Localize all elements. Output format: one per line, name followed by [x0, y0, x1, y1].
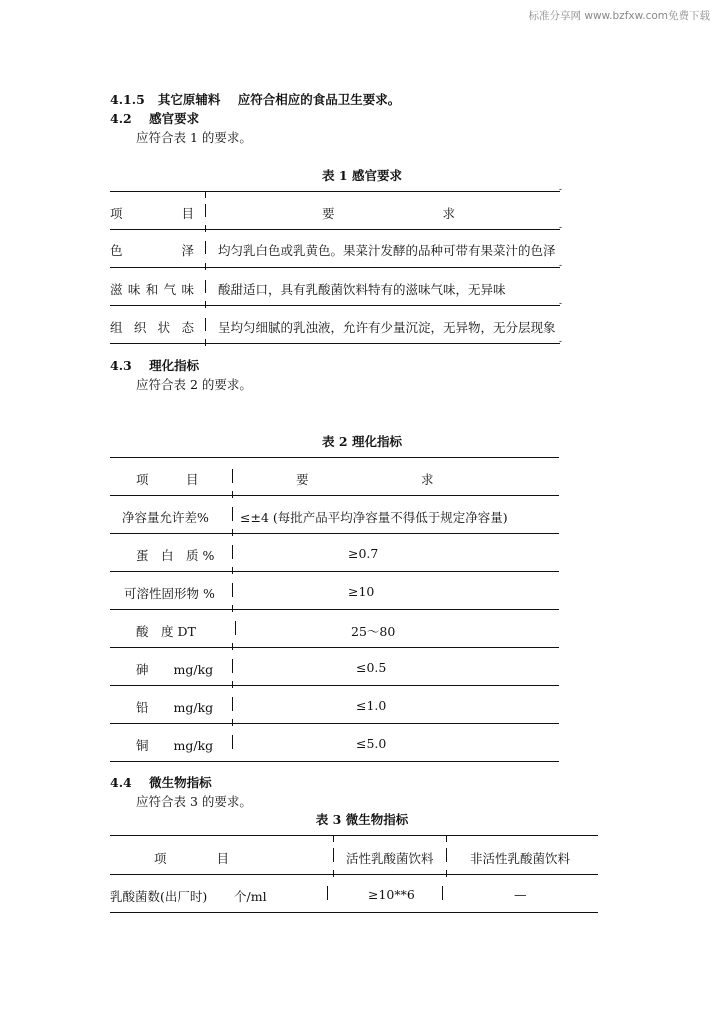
table3-title: 表 3 微生物指标 [315, 812, 409, 827]
table3-row-inactive: — [514, 887, 527, 902]
section-title: 感官要求 [149, 111, 200, 126]
section-4-3-heading [110, 356, 199, 374]
table3-header-inactive: 非活性乳酸菌饮料 [470, 851, 571, 866]
table2-row-req: ≥0.7 [348, 546, 379, 561]
section-number: 4.1.5 [110, 92, 145, 107]
table3-row-active: ≥10**6 [368, 887, 415, 902]
table3-row-item: 乳酸菌数(出厂时) [110, 889, 208, 904]
section-4-1-5 [110, 90, 400, 108]
table3-header-active: 活性乳酸菌饮料 [346, 851, 434, 866]
table3-header-item: 项 目 [154, 851, 230, 866]
table2-row-req: ≤5.0 [356, 736, 387, 751]
table2-row-item: 铜 mg/kg [136, 738, 214, 753]
table2-row-item: 铅 mg/kg [136, 700, 214, 715]
table1-row-item: 组 织 状 态 [110, 320, 194, 335]
section-4-2-heading [110, 109, 199, 127]
section-number: 4.4 [110, 775, 132, 790]
section-title: 微生物指标 [149, 775, 212, 790]
table1-row-item: 滋 味 和 气 味 [110, 282, 194, 297]
table2-row-req: ≥10 [348, 584, 375, 599]
table2-header-req: 要 求 [296, 472, 434, 487]
table1-title: 表 1 感官要求 [322, 168, 402, 183]
table2-row-item: 可溶性固形物 % [124, 586, 215, 601]
table2-row-req: ≤1.0 [356, 698, 387, 713]
table2-row-item: 砷 mg/kg [136, 662, 214, 677]
section-number: 4.2 [110, 111, 132, 126]
table1-row-req: 均匀乳白色或乳黄色。果菜汁发酵的品种可带有果菜汁的色泽 [218, 243, 556, 258]
table1-header-item: 项 目 [110, 206, 194, 221]
table2-row-req: 25～80 [351, 624, 396, 639]
table2-row-item: 蛋 白 质 % [136, 548, 215, 563]
table1-row-req: 呈均匀细腻的乳浊液，允许有少量沉淀，无异物，无分层现象 [218, 320, 556, 335]
section-title: 理化指标 [149, 358, 200, 373]
watermark: 标准分享网 www.bzfxw.com免费下载 [528, 10, 710, 22]
table1-row-item: 色 泽 [110, 243, 194, 258]
section-4-4-heading [110, 773, 212, 791]
table2-row-req: ≤0.5 [356, 660, 387, 675]
section-4-3-text: 应符合表 2 的要求。 [136, 377, 252, 392]
section-4-4-text: 应符合表 3 的要求。 [136, 794, 252, 809]
section-name: 其它原辅料 [157, 92, 221, 107]
table1-header-req: 要 求 [322, 206, 455, 221]
table2-header-item: 项 目 [136, 472, 199, 487]
table2-row-req: ≤±4 (每批产品平均净容量不得低于规定净容量) [240, 510, 508, 525]
table2-row-item: 酸 度 DT [136, 624, 196, 639]
section-4-2-text: 应符合表 1 的要求。 [136, 130, 252, 145]
table2-title: 表 2 理化指标 [322, 434, 402, 449]
table1-row-req: 酸甜适口，具有乳酸菌饮料特有的滋味气味，无异味 [218, 282, 506, 297]
table3-row-unit: 个/ml [234, 889, 267, 904]
section-number: 4.3 [110, 358, 132, 373]
section-text: 应符合相应的食品卫生要求。 [237, 92, 401, 107]
table2-row-item: 净容量允许差% [122, 510, 209, 525]
